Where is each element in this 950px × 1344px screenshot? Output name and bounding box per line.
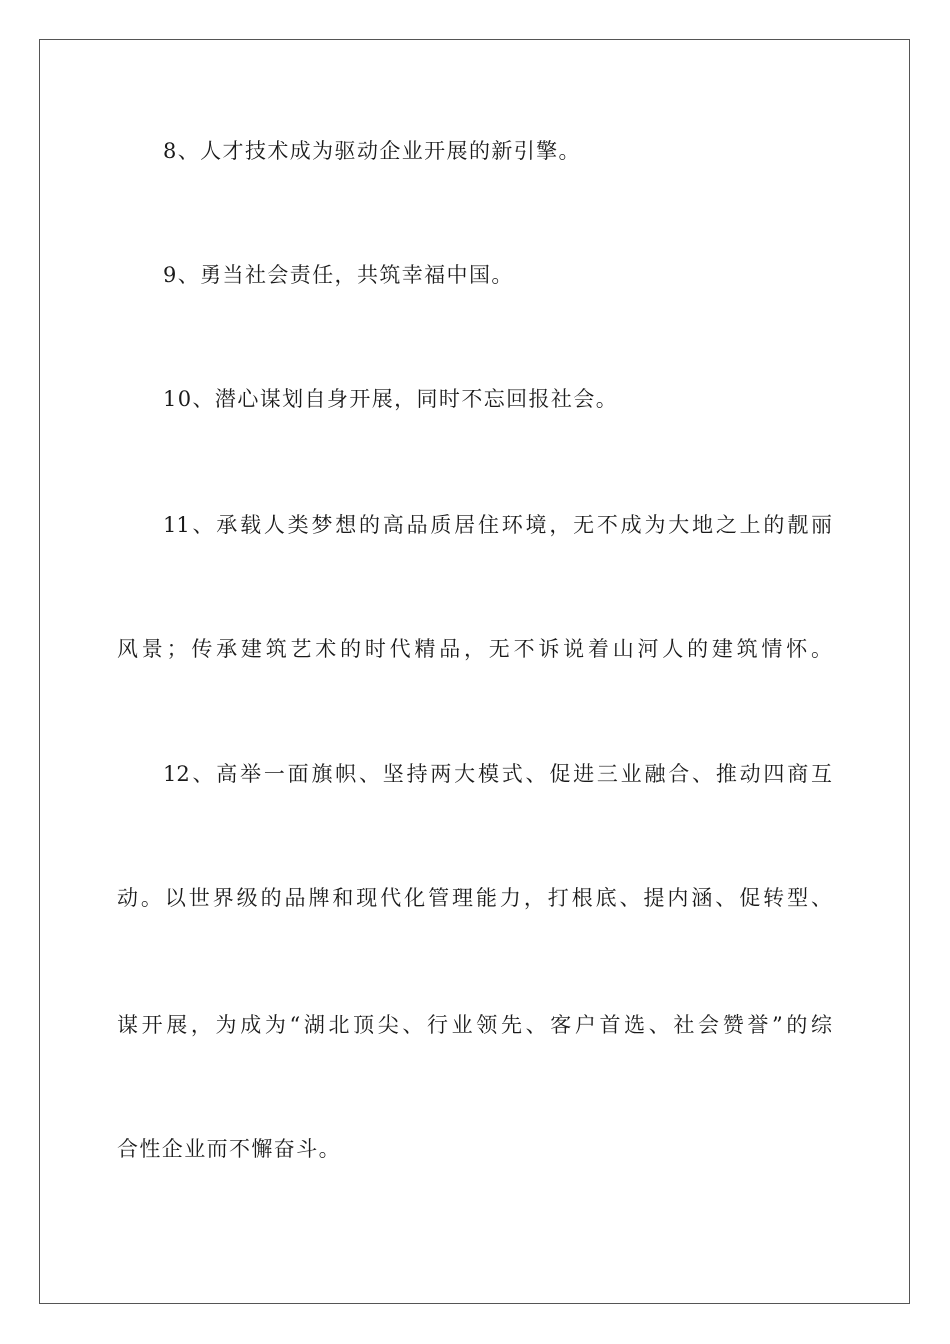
page-border <box>39 39 910 1304</box>
paragraph-10: 10、潜心谋划自身开展，同时不忘回报社会。 <box>163 387 619 411</box>
paragraph-12-line-2: 动。以世界级的品牌和现代化管理能力，打根底、提内涵、促转型、 <box>117 886 832 910</box>
paragraph-11-line-1: 11、承载人类梦想的高品质居住环境，无不成为大地之上的靓丽 <box>163 513 832 537</box>
paragraph-12-line-1: 12、高举一面旗帜、坚持两大模式、促进三业融合、推动四商互 <box>163 762 832 786</box>
paragraph-12-line-3: 谋开展，为成为“湖北顶尖、行业领先、客户首选、社会赞誉”的综 <box>117 1013 832 1037</box>
paragraph-11-line-2: 风景；传承建筑艺术的时代精品，无不诉说着山河人的建筑情怀。 <box>117 637 832 661</box>
paragraph-9: 9、勇当社会责任，共筑幸福中国。 <box>163 263 514 287</box>
paragraph-12-line-4: 合性企业而不懈奋斗。 <box>117 1137 341 1161</box>
paragraph-8: 8、人才技术成为驱动企业开展的新引擎。 <box>163 139 581 163</box>
